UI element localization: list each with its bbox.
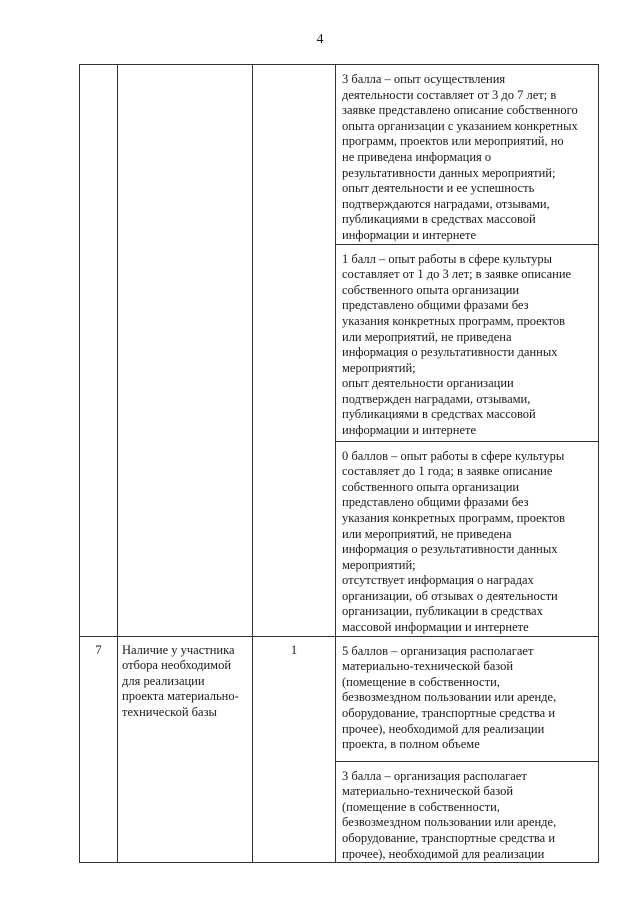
score-description-line: прочее), необходимой для реализации <box>342 846 545 861</box>
score-description-line: или мероприятий, не приведена <box>342 329 512 344</box>
score-description-line: 0 баллов – опыт работы в сфере культуры <box>342 448 565 463</box>
score-description-line: (помещение в собственности, <box>342 674 500 689</box>
score-description-line: мероприятий; <box>342 557 416 572</box>
score-description-line: 3 балла – опыт осуществления <box>342 72 506 86</box>
criterion-weight: 1 <box>253 636 336 863</box>
criterion-name-line: Наличие у участника <box>122 642 235 657</box>
score-description-line: организации, публикации в средствах <box>342 604 543 619</box>
criterion-name-line: отбора необходимой <box>122 658 232 673</box>
score-description-line: опыт деятельности и ее успешность <box>342 181 535 196</box>
score-description-line: составляет от 1 до 3 лет; в заявке описание <box>342 267 572 282</box>
criteria-table-body <box>80 65 599 863</box>
score-description <box>336 245 598 439</box>
score-description-line: подтверждаются наградами, отзывами, <box>342 196 550 211</box>
score-description-line: указания конкретных программ, проектов <box>342 313 566 328</box>
score-description-line: проекта, в полном объеме <box>342 737 480 752</box>
criterion-name <box>118 65 253 637</box>
score-description-line: представлено общими фразами без <box>342 495 529 510</box>
criterion-name-line: технической базы <box>122 705 217 720</box>
score-description-line: программ, проектов или мероприятий, но <box>342 134 564 149</box>
score-description-line: собственного опыта организации <box>342 479 520 494</box>
score-description-line: опыт деятельности организации <box>342 376 514 391</box>
score-description-line: публикациями в средствах массовой <box>342 407 536 422</box>
score-description-line: безвозмездном пользовании или аренде, <box>342 690 557 705</box>
criterion-number: 7 <box>80 636 118 863</box>
score-description-line: результативности данных мероприятий; <box>342 165 556 180</box>
score-description-line: заявке представлено описание собственного <box>342 103 578 118</box>
score-description-line: безвозмездном пользовании или аренде, <box>342 815 557 830</box>
score-description-line: 5 баллов – организация располагает <box>342 643 534 658</box>
page-number: 4 <box>316 32 324 47</box>
criterion-name <box>118 636 253 863</box>
score-description-line: материально-технической базой <box>342 659 514 674</box>
score-description-line: оборудование, транспортные средства и <box>342 831 556 846</box>
criteria-table <box>79 64 599 863</box>
score-description-line: информация о результативности данных <box>342 542 558 557</box>
score-description-line: мероприятий; <box>342 360 416 375</box>
table-row <box>80 636 599 761</box>
score-description-line: или мероприятий, не приведена <box>342 526 512 541</box>
criterion-weight <box>253 65 336 637</box>
score-description-line: материально-технической базой <box>342 784 514 799</box>
score-description-line: (помещение в собственности, <box>342 799 500 814</box>
score-description-line: информации и интернете <box>342 227 477 242</box>
score-description-line: 1 балл – опыт работы в сфере культуры <box>342 251 553 266</box>
score-description-line: 3 балла – организация располагает <box>342 768 527 783</box>
score-description-line: составляет до 1 года; в заявке описание <box>342 464 553 479</box>
score-description-line: отсутствует информация о наградах <box>342 573 534 588</box>
score-description-cell <box>336 441 599 636</box>
criterion-name-line: проекта материально- <box>122 689 239 704</box>
score-description-line: массовой информации и интернете <box>342 620 529 635</box>
score-description-line: указания конкретных программ, проектов <box>342 510 566 525</box>
score-description <box>336 762 598 863</box>
score-description-cell <box>336 636 599 761</box>
score-description-line: собственного опыта организации <box>342 282 520 297</box>
score-description-line: организации, об отзывах о деятельности <box>342 588 558 603</box>
score-description-line: деятельности составляет от 3 до 7 лет; в <box>342 87 557 102</box>
score-description-cell <box>336 244 599 441</box>
score-description-cell <box>336 65 599 245</box>
table-row <box>80 65 599 245</box>
score-description-line: подтвержден наградами, отзывами, <box>342 391 531 406</box>
score-description-cell <box>336 761 599 863</box>
score-description-line: оборудование, транспортные средства и <box>342 706 556 721</box>
score-description-line: опыта организации с указанием конкретных <box>342 118 578 133</box>
score-description-line: информации и интернете <box>342 423 477 438</box>
score-description-line: не приведена информация о <box>342 149 492 164</box>
score-description-line: публикациями в средствах массовой <box>342 212 536 227</box>
score-description <box>336 65 598 244</box>
criterion-name-line: для реализации <box>122 673 205 688</box>
score-description <box>336 637 598 753</box>
score-description-line: прочее), необходимой для реализации <box>342 721 545 736</box>
score-description-line: информация о результативности данных <box>342 345 558 360</box>
score-description <box>336 442 598 636</box>
criterion-number <box>80 65 118 637</box>
score-description-line: представлено общими фразами без <box>342 298 529 313</box>
